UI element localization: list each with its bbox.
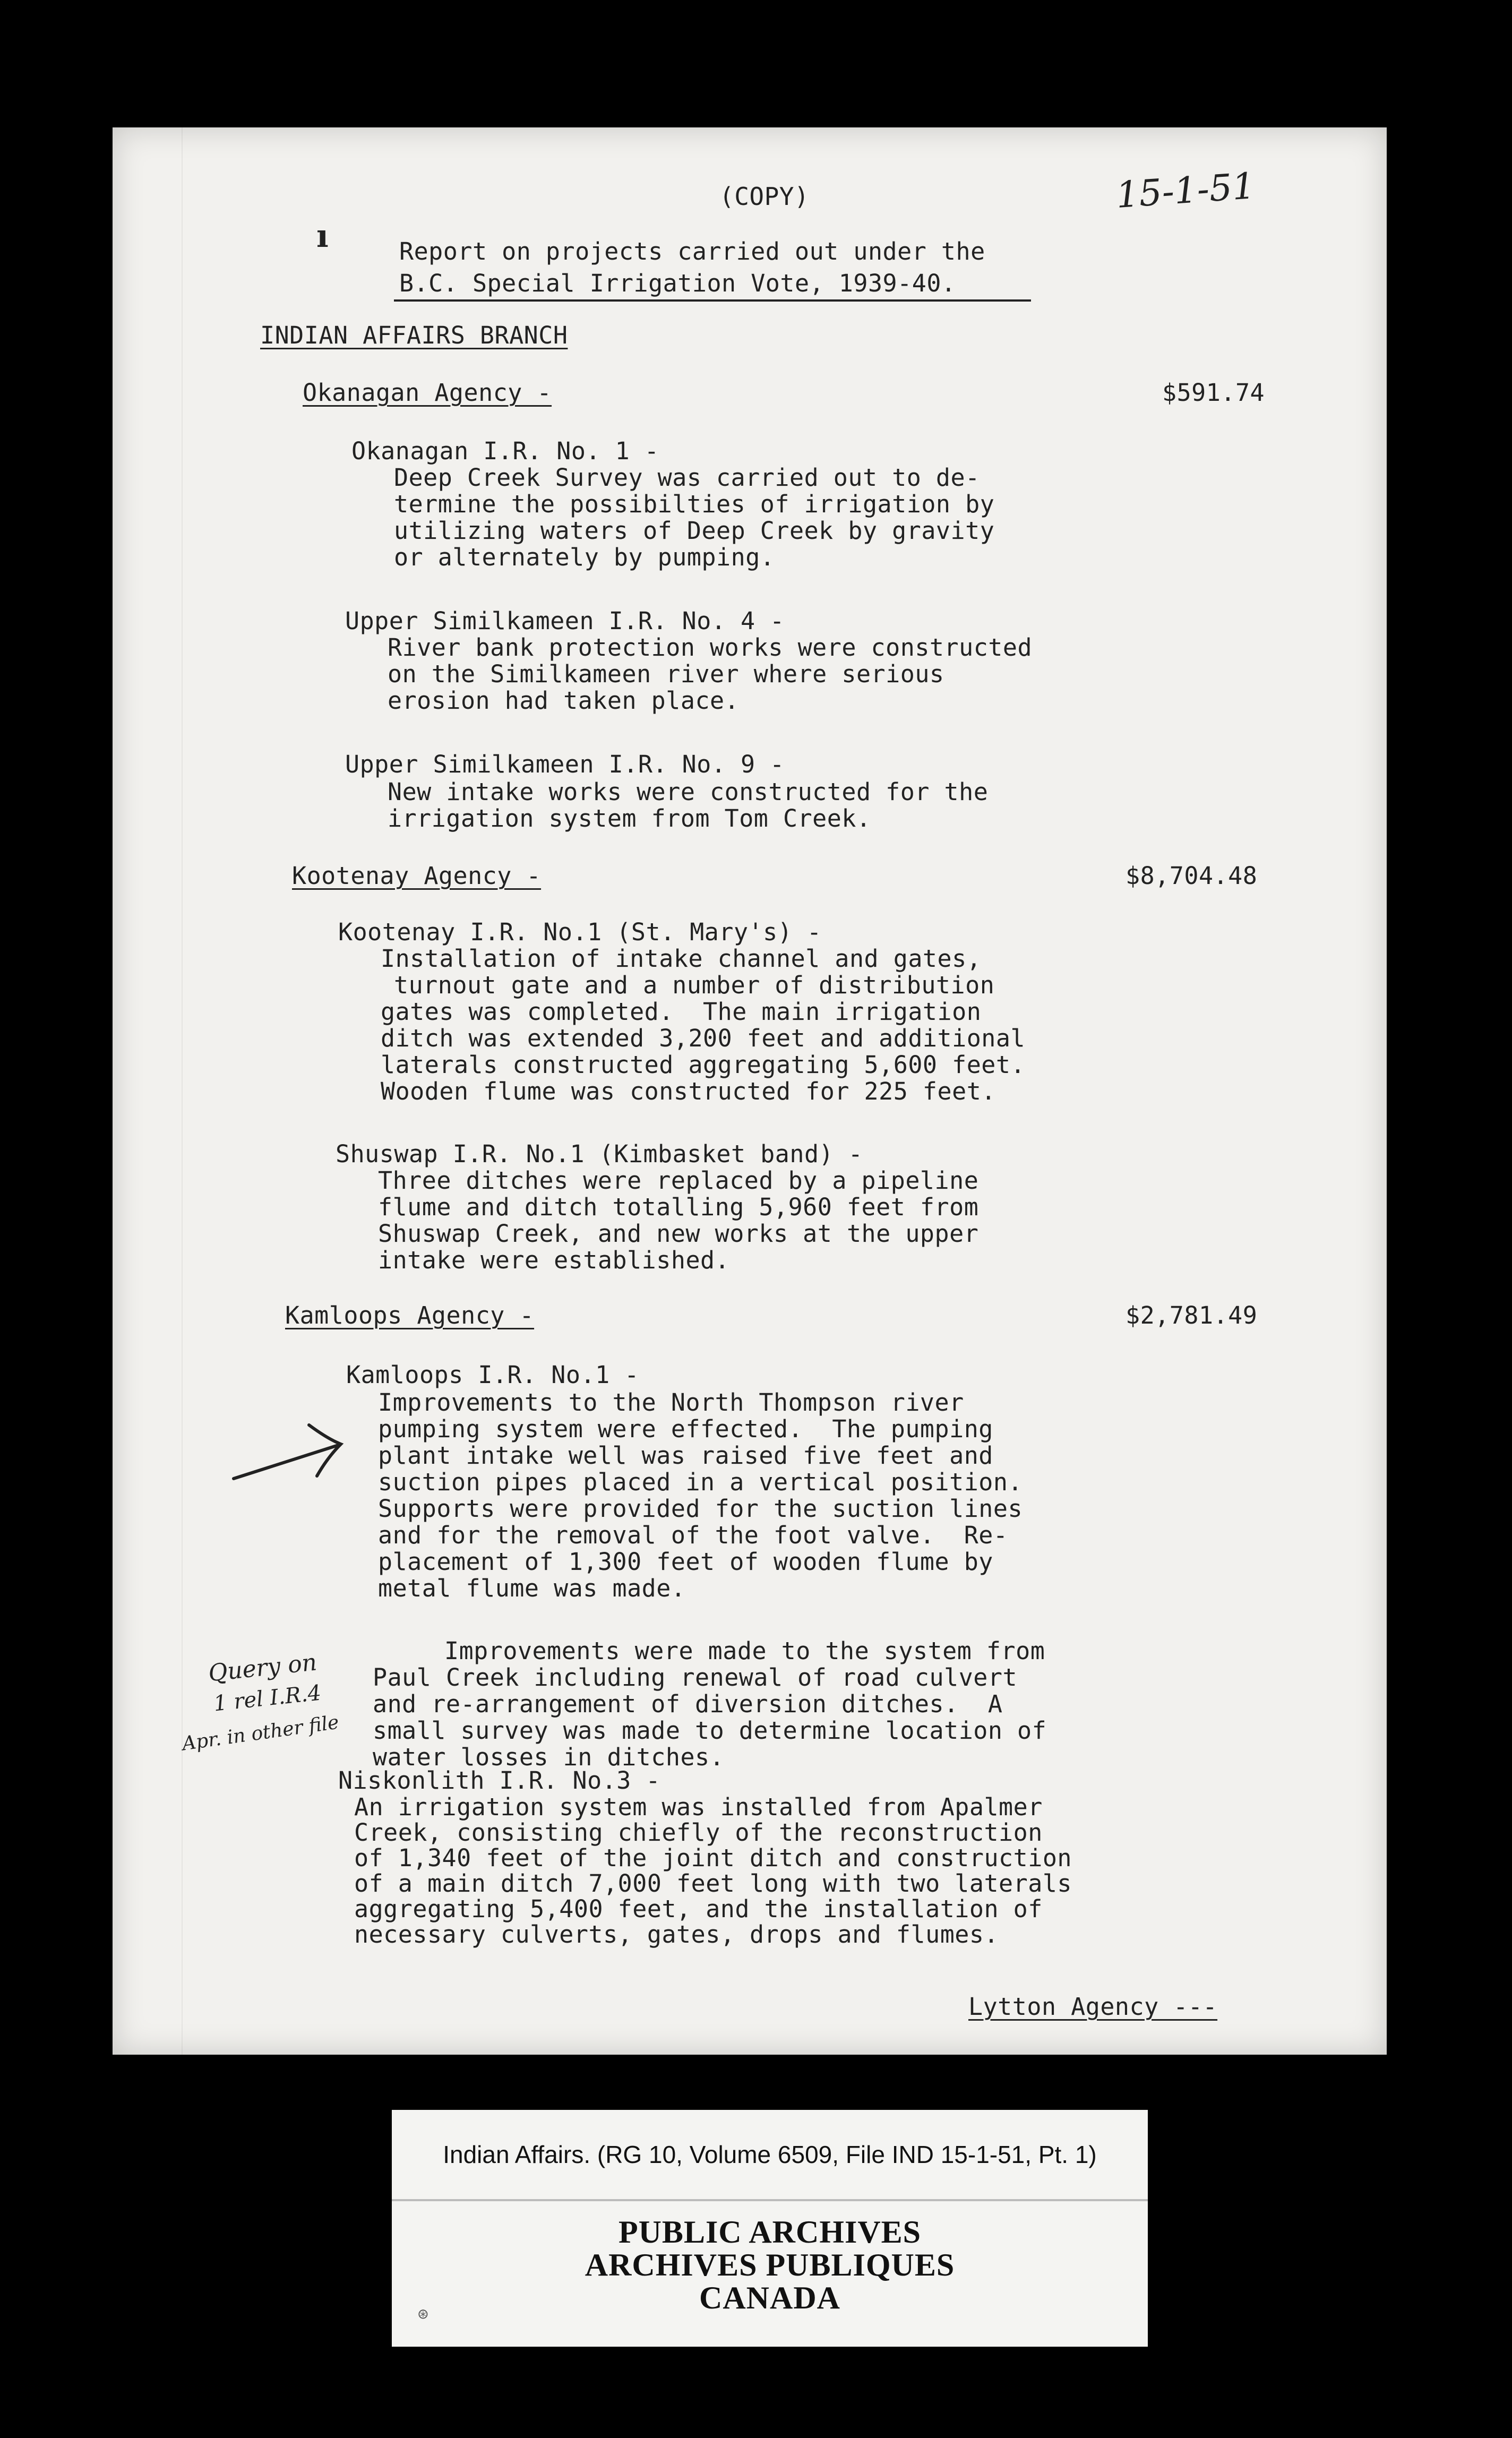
- branch-heading: INDIAN AFFAIRS BRANCH: [260, 321, 568, 349]
- reserve-text-line: turnout gate and a number of distribution: [394, 971, 995, 999]
- agency-amount-kootenay: $8,704.48: [1126, 862, 1258, 890]
- reserve-text-line: termine the possibilties of irrigation by: [394, 490, 995, 518]
- reserve-text-line: Improvements to the North Thompson river: [378, 1388, 964, 1417]
- reserve-heading: Upper Similkameen I.R. No. 9 -: [345, 750, 785, 778]
- archive-label: [392, 2110, 1148, 2347]
- reserve-text-line: metal flume was made.: [378, 1574, 686, 1602]
- reserve-text-line: gates was completed. The main irrigation: [381, 998, 982, 1026]
- handwritten-arrow: [229, 1418, 351, 1487]
- reserve-text-line: on the Similkameen river where serious: [388, 660, 944, 688]
- next-page-cue: Lytton Agency ---: [968, 1993, 1218, 2021]
- reserve-text-line: Creek, consisting chiefly of the reconstruction: [354, 1818, 1043, 1847]
- reserve-text-line: aggregating 5,400 feet, and the installation of: [354, 1895, 1043, 1923]
- paragraph-line: small survey was made to determine location of: [373, 1716, 1047, 1745]
- reserve-text-line: erosion had taken place.: [388, 686, 740, 715]
- margin-note-line: Apr. in other file: [181, 1711, 340, 1755]
- reserve-heading: Okanagan I.R. No. 1 -: [351, 437, 659, 465]
- reserve-heading: Shuswap I.R. No.1 (Kimbasket band) -: [336, 1140, 863, 1168]
- reserve-text-line: Wooden flume was constructed for 225 feet.: [381, 1077, 996, 1105]
- reserve-text-line: Deep Creek Survey was carried out to de-: [394, 463, 980, 492]
- archive-seal-icon: ⊛: [417, 2306, 429, 2322]
- reserve-text-line: placement of 1,300 feet of wooden flume by: [378, 1548, 993, 1576]
- reserve-text-line: irrigation system from Tom Creek.: [388, 804, 871, 832]
- title-underline: [394, 299, 1031, 302]
- reserve-heading: Kamloops I.R. No.1 -: [346, 1361, 639, 1389]
- paragraph-line: Paul Creek including renewal of road culvert: [373, 1663, 1018, 1692]
- reserve-heading: Upper Similkameen I.R. No. 4 -: [345, 607, 785, 635]
- stamp-line-3: CANADA: [699, 2280, 840, 2315]
- reserve-text-line: River bank protection works were constructed: [388, 633, 1033, 662]
- reserve-text-line: intake were established.: [378, 1246, 730, 1274]
- report-title-line-1: Report on projects carried out under the: [399, 237, 985, 265]
- label-divider: [392, 2199, 1148, 2201]
- agency-heading-kamloops: Kamloops Agency -: [285, 1301, 535, 1329]
- typed-page: [113, 127, 1387, 2055]
- handwritten-tick-mark: ı: [316, 218, 329, 255]
- stamp-line-1: PUBLIC ARCHIVES: [618, 2214, 922, 2250]
- reserve-heading: Niskonlith I.R. No.3 -: [338, 1766, 661, 1795]
- reserve-text-line: necessary culverts, gates, drops and flumes.: [354, 1920, 999, 1948]
- reserve-text-line: ditch was extended 3,200 feet and additional: [381, 1024, 1026, 1052]
- report-title-line-2: B.C. Special Irrigation Vote, 1939-40.: [399, 269, 956, 297]
- reserve-text-line: of a main ditch 7,000 feet long with two laterals: [354, 1869, 1072, 1898]
- reserve-text-line: and for the removal of the foot valve. Re-: [378, 1521, 1008, 1549]
- reserve-text-line: Installation of intake channel and gates,: [381, 945, 982, 973]
- reserve-text-line: utilizing waters of Deep Creek by gravity: [394, 517, 995, 545]
- reserve-text-line: pumping system were effected. The pumping: [378, 1415, 993, 1443]
- agency-heading-okanagan: Okanagan Agency -: [303, 379, 552, 407]
- reserve-text-line: of 1,340 feet of the joint ditch and construction: [354, 1844, 1072, 1872]
- reserve-text-line: laterals constructed aggregating 5,600 feet.: [381, 1051, 1026, 1079]
- paragraph-line: and re-arrangement of diversion ditches. A: [373, 1690, 1003, 1718]
- reserve-text-line: plant intake well was raised five feet and: [378, 1441, 993, 1470]
- reserve-text-line: or alternately by pumping.: [394, 543, 775, 571]
- margin-note-line: 1 rel I.R.4: [212, 1680, 323, 1716]
- reserve-text-line: suction pipes placed in a vertical position.: [378, 1468, 1023, 1496]
- agency-amount-okanagan: $591.74: [1162, 379, 1265, 407]
- reserve-heading: Kootenay I.R. No.1 (St. Mary's) -: [338, 918, 822, 946]
- paragraph-line: Improvements were made to the system from: [444, 1637, 1045, 1665]
- handwritten-file-reference: 15-1-51: [1114, 165, 1257, 217]
- reserve-text-line: New intake works were constructed for the: [388, 778, 989, 806]
- agency-amount-kamloops: $2,781.49: [1126, 1301, 1258, 1329]
- archive-citation: Indian Affairs. (RG 10, Volume 6509, File IND 15-1-51, Pt. 1): [443, 2141, 1097, 2168]
- reserve-text-line: Supports were provided for the suction lines: [378, 1495, 1023, 1523]
- copy-mark: (COPY): [719, 182, 810, 211]
- stamp-line-2: ARCHIVES PUBLIQUES: [585, 2247, 955, 2282]
- reserve-text-line: Three ditches were replaced by a pipeline: [378, 1166, 979, 1195]
- reserve-text-line: An irrigation system was installed from Apalmer: [354, 1793, 1043, 1821]
- margin-note-line: Query on: [207, 1649, 319, 1687]
- reserve-text-line: flume and ditch totalling 5,960 feet from: [378, 1193, 979, 1221]
- agency-heading-kootenay: Kootenay Agency -: [292, 862, 542, 890]
- paragraph-line: water losses in ditches.: [373, 1743, 725, 1771]
- reserve-text-line: Shuswap Creek, and new works at the upper: [378, 1220, 979, 1248]
